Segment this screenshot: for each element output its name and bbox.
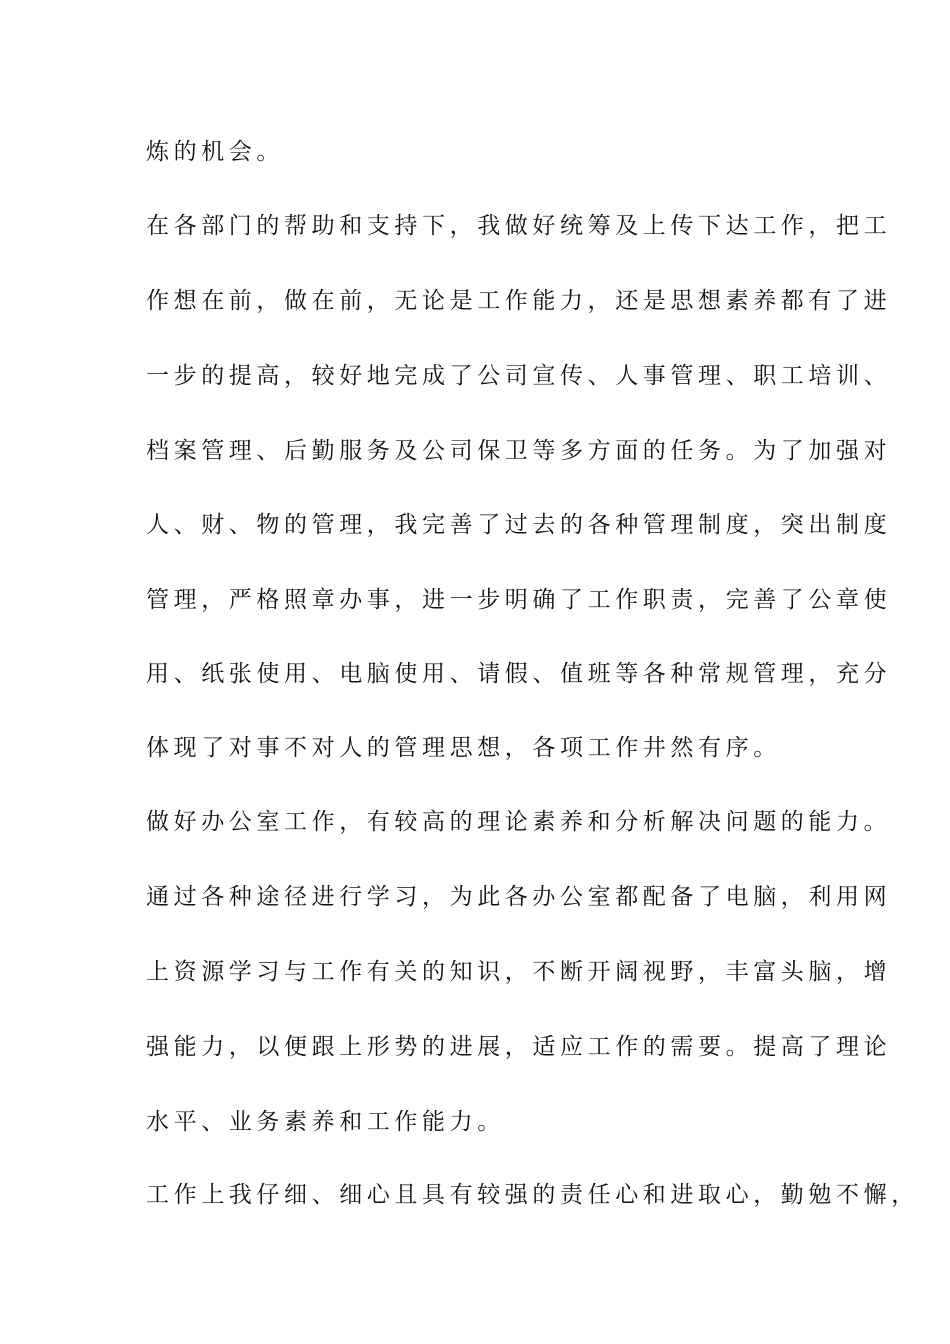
text-line: 人、财、物的管理，我完善了过去的各种管理制度，突出制度 <box>146 512 892 538</box>
text-line: 一步的提高，较好地完成了公司宣传、人事管理、职工培训、 <box>146 363 892 389</box>
text-line: 强能力，以便跟上形势的进展，适应工作的需要。提高了理论 <box>146 1034 892 1060</box>
text-line: 作想在前，做在前，无论是工作能力，还是思想素养都有了进 <box>146 288 892 314</box>
text-line: 在各部门的帮助和支持下，我做好统筹及上传下达工作，把工 <box>146 213 892 239</box>
text-line: 通过各种途径进行学习，为此各办公室都配备了电脑，利用网 <box>146 884 892 910</box>
text-line: 水平、业务素养和工作能力。 <box>146 1109 505 1135</box>
text-line: 工作上我仔细、细心且具有较强的责任心和进取心，勤勉不懈， <box>146 1182 919 1208</box>
text-line: 档案管理、后勤服务及公司保卫等多方面的任务。为了加强对 <box>146 438 892 464</box>
text-line: 用、纸张使用、电脑使用、请假、值班等各种常规管理，充分 <box>146 661 892 687</box>
text-line: 上资源学习与工作有关的知识，不断开阔视野，丰富头脑，增 <box>146 959 892 985</box>
text-line: 管理，严格照章办事，进一步明确了工作职责，完善了公章使 <box>146 587 892 613</box>
text-line: 体现了对事不对人的管理思想，各项工作井然有序。 <box>146 735 781 761</box>
text-line: 做好办公室工作，有较高的理论素养和分析解决问题的能力。 <box>146 809 892 835</box>
text-line: 炼的机会。 <box>146 139 284 165</box>
